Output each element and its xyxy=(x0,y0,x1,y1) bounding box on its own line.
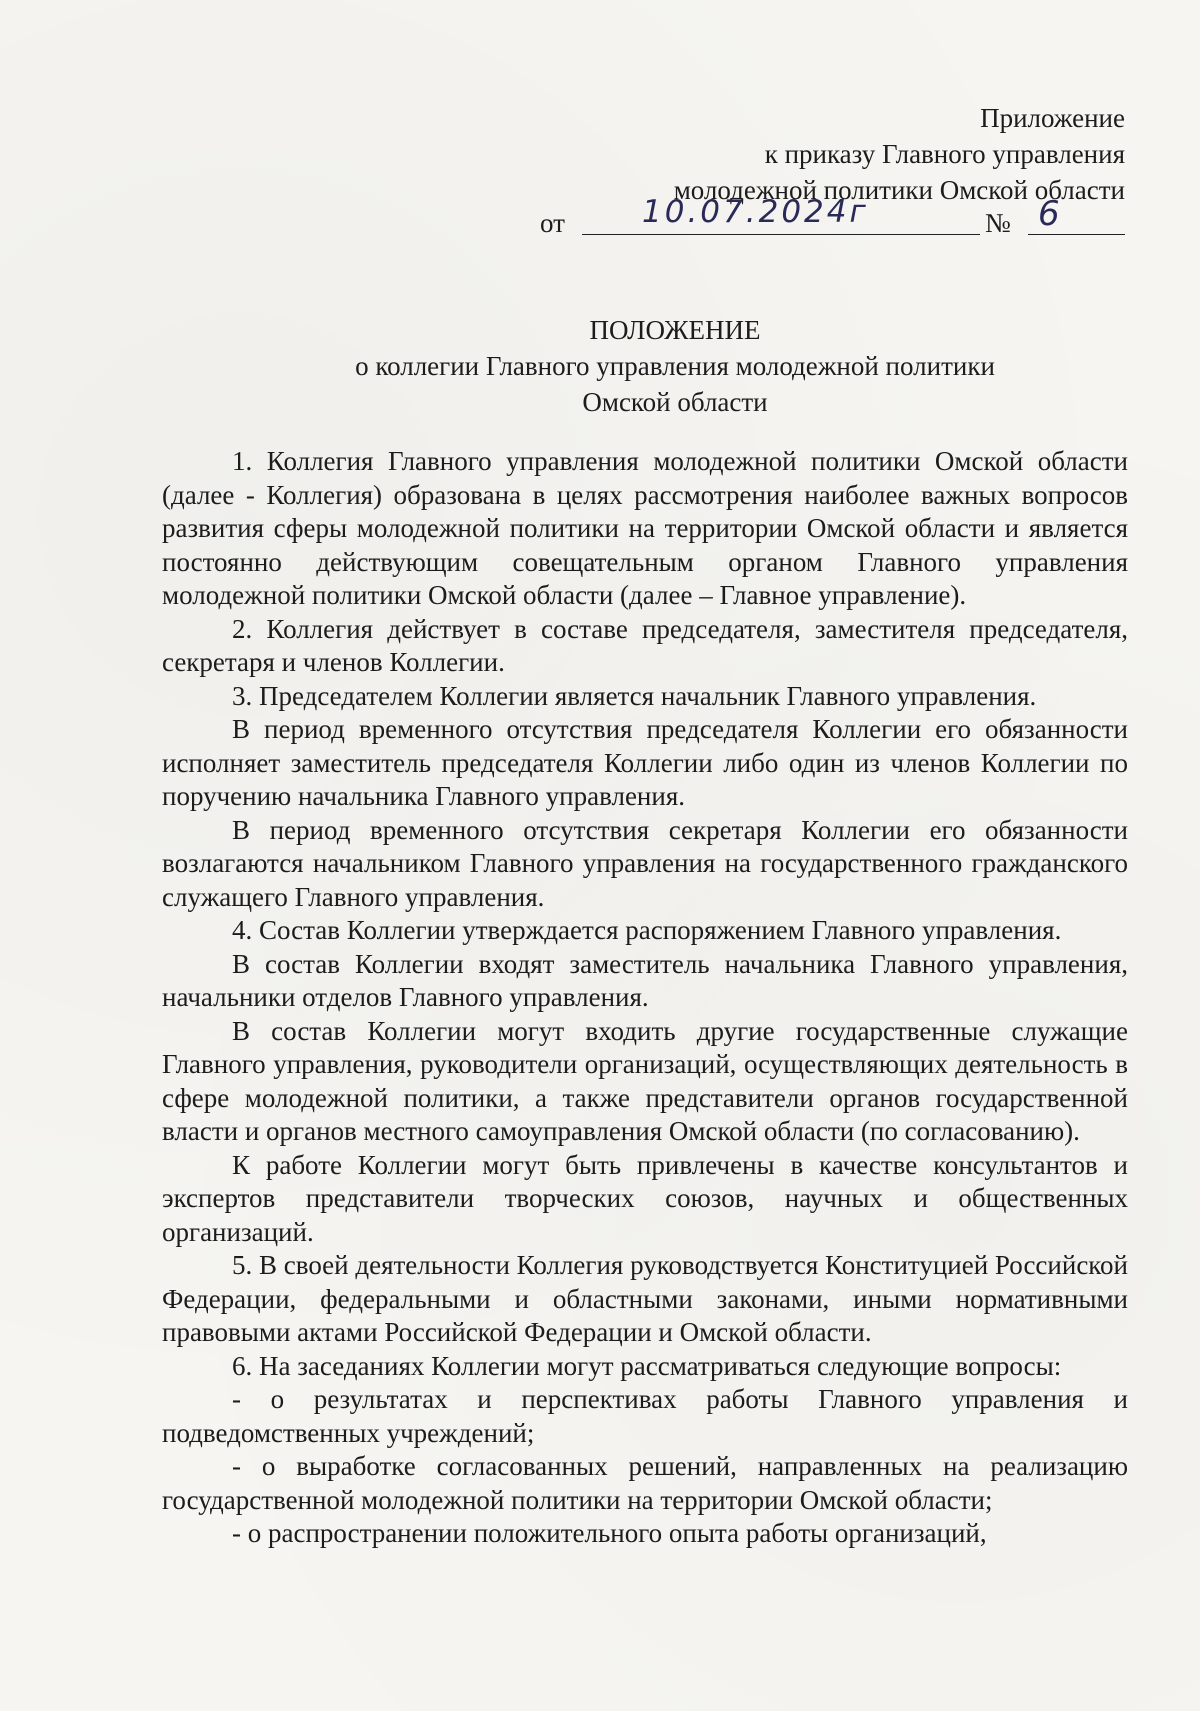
document-title xyxy=(0,312,1200,420)
paragraph: В период временного отсутствия председателя Коллегии его обязанности исполняет заместитель председателя Коллегии либо один из членов Коллегии по поручению начальника Главного управления. xyxy=(162,714,1128,811)
number-field xyxy=(1028,194,1125,235)
handwritten-number: 6 xyxy=(1038,194,1063,234)
handwritten-date: 10.07.2024г xyxy=(642,194,869,230)
paragraph: 2. Коллегия действует в составе председателя, заместителя председателя, секретаря и членов Коллегии. xyxy=(162,613,1128,677)
paragraph: К работе Коллегии могут быть привлечены в качестве консультантов и экспертов представители творческих союзов, научных и общественных организаций. xyxy=(162,1149,1128,1247)
paragraph: 6. На заседаниях Коллегии могут рассматриваться следующие вопросы: xyxy=(232,1350,1062,1381)
order-date-line xyxy=(540,194,1125,238)
title-region: Омской области xyxy=(582,387,768,417)
from-label: от xyxy=(540,208,565,238)
paragraph: 5. В своей деятельности Коллегия руководствуется Конституцией Российской Федерации, федеральными и областными законами, иными нормативными правовыми актами Российской Федерации и Омской области. xyxy=(162,1250,1128,1347)
appendix-label: Приложение xyxy=(980,103,1125,133)
department-name: молодежной политики Омской области xyxy=(673,175,1125,205)
appendix-header xyxy=(674,100,1125,208)
order-reference: к приказу Главного управления xyxy=(764,139,1125,169)
paragraph: В период временного отсутствия секретаря Коллегии его обязанности возлагаются начальником Главного управления на государственного гражданского служащего Главного управления. xyxy=(162,814,1128,912)
title-main: ПОЛОЖЕНИЕ xyxy=(589,315,761,345)
paragraph: В состав Коллегии могут входить другие государственные служащие Главного управления, руководители организаций, осуществляющих деятельность в сфере молодежной политики, а также представители органов государственной власти и органов местного самоуправления Омской области (по согласованию). xyxy=(162,1015,1128,1146)
list-item: - о результатах и перспективах работы Главного управления и подведомственных учреждений; xyxy=(162,1384,1128,1448)
paragraph: 4. Состав Коллегии утверждается распоряжением Главного управления. xyxy=(232,915,1062,945)
title-subtitle: о коллегии Главного управления молодежной политики xyxy=(355,351,995,381)
list-item: - о выработке согласованных решений, направленных на реализацию государственной молодежной политики на территории Омской области; xyxy=(162,1451,1128,1515)
paragraph: В состав Коллегии входят заместитель начальника Главного управления, начальники отделов Главного управления. xyxy=(162,948,1128,1012)
paragraph: 3. Председателем Коллегии является начальник Главного управления. xyxy=(232,680,1037,711)
list-item: - о распространении положительного опыта работы организаций, xyxy=(232,1518,987,1548)
paragraph: 1. Коллегия Главного управления молодежной политики Омской области (далее - Коллегия) образована в целях рассмотрения наиболее важных вопросов развития сферы молодежной политики на территории Омской области и является постоянно действующим совещательным органом Главного управления молодежной политики Омской области (далее – Главное управление). xyxy=(162,446,1128,610)
document-body xyxy=(162,445,1128,1551)
number-label: № xyxy=(985,208,1011,238)
date-field xyxy=(582,194,980,235)
